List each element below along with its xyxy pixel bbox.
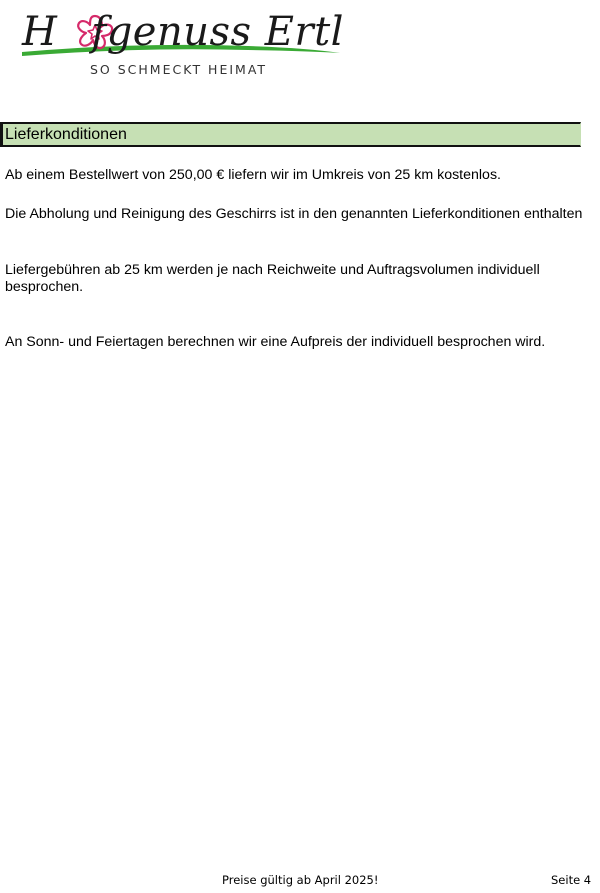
- section-title: Lieferkonditionen: [5, 126, 127, 143]
- footer-price-validity: Preise gültig ab April 2025!: [222, 873, 379, 887]
- footer-page-number: Seite 4: [551, 873, 592, 887]
- paragraph-dish-pickup: Die Abholung und Reinigung des Geschirrs ist in den genannten Lieferkonditionen enthalten: [5, 206, 583, 222]
- paragraph-delivery-fees: Liefergebühren ab 25 km werden je nach Reichweite und Auftragsvolumen individuell besprochen.: [5, 262, 540, 295]
- logo-letter-h: H: [22, 9, 58, 55]
- paragraph-free-delivery: Ab einem Bestellwert von 250,00 € liefern wir im Umkreis von 25 km kostenlos.: [5, 167, 501, 183]
- logo-wordmark-rest: fgenuss Ertl: [91, 9, 344, 55]
- section-header: [0, 122, 581, 147]
- logo-tagline: SO SCHMECKT HEIMAT: [90, 62, 268, 77]
- paragraph-holiday-surcharge: An Sonn- und Feiertagen berechnen wir eine Aufpreis der individuell besprochen wird.: [5, 334, 546, 350]
- logo-wordmark: [22, 6, 344, 58]
- logo: [18, 6, 348, 80]
